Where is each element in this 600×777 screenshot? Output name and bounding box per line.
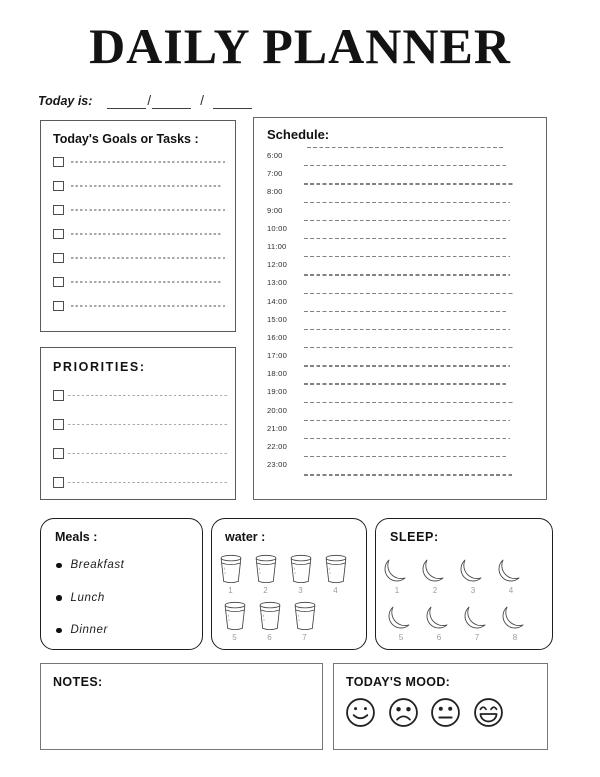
schedule-writing-line[interactable] (304, 256, 510, 257)
moon-number: 7 (474, 633, 480, 642)
schedule-time-label: 19:00 (267, 387, 288, 397)
schedule-time-label: 9:00 (267, 205, 283, 215)
schedule-writing-line[interactable] (304, 274, 510, 275)
schedule-time-label: 13:00 (267, 278, 288, 288)
schedule-time-label: 22:00 (267, 442, 288, 451)
sleep-cell (492, 554, 530, 595)
schedule-rows (254, 147, 546, 474)
schedule-row (254, 183, 546, 201)
schedule-time-label: 17:00 (267, 351, 288, 361)
sleep-moon-icon[interactable] (462, 601, 492, 631)
schedule-row (254, 438, 546, 456)
schedule-row (254, 293, 546, 311)
priorities-title: PRIORITIES: (53, 360, 146, 374)
task-row (53, 270, 225, 294)
schedule-time-label: 8:00 (267, 187, 283, 197)
water-cup-icon[interactable] (323, 554, 349, 584)
priority-writing-line[interactable] (68, 424, 230, 425)
task-checkbox[interactable] (53, 277, 64, 288)
task-writing-line[interactable] (71, 305, 226, 306)
sleep-cell (496, 601, 534, 642)
sleep-moon-icon[interactable] (458, 554, 488, 584)
task-checkbox[interactable] (53, 205, 64, 216)
meal-item (56, 582, 202, 615)
schedule-writing-line[interactable] (304, 420, 510, 421)
moon-number: 5 (398, 633, 404, 642)
water-row (213, 554, 366, 595)
mood-option-happy[interactable] (344, 696, 377, 734)
sleep-row (382, 601, 552, 642)
notes-title: NOTES: (53, 675, 103, 689)
schedule-writing-line[interactable] (304, 383, 507, 384)
schedule-writing-line[interactable] (304, 456, 507, 457)
schedule-writing-line[interactable] (304, 293, 514, 294)
schedule-time-label: 23:00 (267, 460, 288, 470)
schedule-time-label: 6:00 (267, 151, 283, 160)
schedule-title: Schedule: (267, 127, 330, 142)
water-tracker-box (211, 518, 367, 650)
meals-box (40, 518, 203, 650)
task-checkbox[interactable] (53, 157, 64, 168)
schedule-time-label: 21:00 (267, 423, 288, 433)
date-blank-month[interactable] (107, 95, 146, 109)
schedule-row (254, 365, 546, 383)
sleep-row (378, 554, 552, 595)
schedule-writing-line[interactable] (304, 402, 514, 403)
meals-title: Meals : (55, 530, 98, 544)
water-cup-icon[interactable] (218, 554, 244, 584)
page-title: DAILY PLANNER (89, 18, 511, 74)
date-slash: / (200, 93, 204, 108)
priority-writing-line[interactable] (68, 453, 230, 454)
task-writing-line[interactable] (71, 233, 222, 234)
sleep-moon-icon[interactable] (382, 554, 412, 584)
priority-writing-line[interactable] (68, 395, 230, 396)
water-row (217, 601, 366, 642)
task-row (53, 174, 225, 198)
mood-happy-icon[interactable] (344, 696, 377, 729)
schedule-row (254, 347, 546, 365)
schedule-row (254, 147, 546, 165)
mood-option-sad[interactable] (387, 696, 420, 734)
sleep-moon-icon[interactable] (420, 554, 450, 584)
schedule-row (254, 420, 546, 438)
priorities-box (40, 347, 236, 500)
priority-writing-line[interactable] (68, 482, 230, 483)
mood-box (333, 663, 548, 750)
water-cell (318, 554, 353, 595)
schedule-writing-line[interactable] (304, 165, 507, 166)
cup-number: 3 (298, 586, 303, 595)
sleep-moon-icon[interactable] (496, 554, 526, 584)
date-slash: / (147, 93, 152, 108)
moon-number: 6 (436, 633, 442, 642)
sleep-cell (420, 601, 458, 642)
moon-number: 8 (512, 633, 518, 642)
schedule-writing-line[interactable] (304, 365, 510, 366)
schedule-row (254, 311, 546, 329)
task-checkbox[interactable] (53, 253, 64, 264)
schedule-time-label: 15:00 (267, 314, 288, 324)
schedule-row (254, 202, 546, 220)
moon-number: 3 (470, 586, 476, 595)
priority-checkbox[interactable] (53, 477, 64, 488)
meal-item (56, 549, 202, 582)
schedule-row (254, 402, 546, 420)
task-checkbox[interactable] (53, 301, 64, 312)
schedule-writing-line[interactable] (304, 438, 510, 439)
meal-item-label: Breakfast (70, 559, 125, 572)
notes-box (40, 663, 323, 750)
sleep-cell (454, 554, 492, 595)
mood-title: TODAY'S MOOD: (346, 675, 451, 689)
schedule-row (254, 165, 546, 183)
schedule-writing-line[interactable] (304, 238, 507, 239)
bullet-icon (56, 595, 62, 601)
task-checkbox[interactable] (53, 229, 64, 240)
priorities-rows (41, 381, 235, 497)
schedule-writing-line[interactable] (304, 220, 510, 221)
water-tracker-rows (213, 554, 366, 642)
schedule-writing-line[interactable] (307, 147, 504, 148)
cup-number: 5 (232, 633, 237, 642)
schedule-row (254, 256, 546, 274)
sleep-cell (378, 554, 416, 595)
priority-checkbox[interactable] (53, 448, 64, 459)
sleep-moon-icon[interactable] (500, 601, 530, 631)
task-row (53, 198, 225, 222)
task-row (53, 222, 225, 246)
sleep-cell (458, 601, 496, 642)
mood-option-grin[interactable] (472, 696, 505, 734)
priority-row (53, 439, 229, 468)
goals-box (40, 120, 236, 332)
schedule-row (254, 238, 546, 256)
meal-item-label: Dinner (70, 624, 108, 637)
water-cup-icon[interactable] (253, 554, 279, 584)
schedule-time-label: 12:00 (267, 260, 288, 270)
schedule-time-label: 10:00 (267, 223, 288, 233)
sleep-tracker-rows (378, 554, 552, 642)
water-cell (252, 601, 287, 642)
meals-list (56, 549, 202, 647)
water-cup-icon[interactable] (257, 601, 283, 631)
cup-number: 1 (228, 586, 233, 595)
water-cell (217, 601, 252, 642)
cup-number: 7 (302, 633, 307, 642)
mood-neutral-icon[interactable] (429, 696, 462, 729)
mood-sad-icon[interactable] (387, 696, 420, 729)
task-writing-line[interactable] (71, 281, 222, 282)
water-cell (287, 601, 322, 642)
schedule-writing-line[interactable] (304, 202, 510, 203)
water-title: water : (225, 530, 266, 544)
mood-face-row (344, 696, 505, 734)
sleep-cell (416, 554, 454, 595)
meal-item-label: Lunch (70, 591, 105, 604)
task-row (53, 246, 225, 270)
moon-number: 4 (508, 586, 514, 595)
water-cell (283, 554, 318, 595)
schedule-writing-line[interactable] (304, 347, 514, 348)
schedule-writing-line[interactable] (304, 183, 514, 184)
schedule-time-label: 14:00 (267, 296, 288, 306)
schedule-row (254, 274, 546, 292)
schedule-writing-line[interactable] (304, 329, 510, 330)
bullet-icon (56, 563, 62, 569)
water-cup-icon[interactable] (292, 601, 318, 631)
water-cup-icon[interactable] (222, 601, 248, 631)
priority-row (53, 381, 229, 410)
goals-rows (41, 150, 235, 318)
moon-number: 2 (432, 586, 438, 595)
task-row (53, 150, 225, 174)
task-row (53, 294, 225, 318)
cup-number: 6 (267, 633, 272, 642)
water-cell (213, 554, 248, 595)
schedule-row (254, 456, 546, 474)
date-blank-day[interactable] (152, 95, 191, 109)
date-label: Today is: (38, 94, 93, 108)
sleep-moon-icon[interactable] (424, 601, 454, 631)
date-line (38, 92, 252, 109)
bullet-icon (56, 628, 62, 634)
notes-area[interactable] (41, 694, 322, 749)
sleep-title: SLEEP: (390, 530, 439, 544)
date-blank-year[interactable] (213, 95, 252, 109)
priority-row (53, 410, 229, 439)
schedule-time-label: 16:00 (267, 332, 288, 342)
schedule-writing-line[interactable] (304, 474, 512, 475)
schedule-time-label: 20:00 (267, 405, 288, 415)
mood-grin-icon[interactable] (472, 696, 505, 729)
task-writing-line[interactable] (71, 185, 222, 186)
task-writing-line[interactable] (71, 257, 226, 258)
meal-item (56, 614, 202, 647)
priority-checkbox[interactable] (53, 390, 64, 401)
mood-option-neutral[interactable] (429, 696, 462, 734)
schedule-box (253, 117, 547, 500)
water-cup-icon[interactable] (288, 554, 314, 584)
schedule-row (254, 383, 546, 401)
sleep-moon-icon[interactable] (386, 601, 416, 631)
moon-number: 1 (394, 586, 400, 595)
goals-title: Today's Goals or Tasks : (53, 132, 199, 146)
task-writing-line[interactable] (71, 209, 226, 210)
schedule-writing-line[interactable] (304, 311, 507, 312)
sleep-tracker-box (375, 518, 553, 650)
schedule-row (254, 329, 546, 347)
priority-row (53, 468, 229, 497)
cup-number: 4 (333, 586, 338, 595)
schedule-time-label: 11:00 (267, 241, 287, 251)
schedule-time-label: 7:00 (267, 169, 283, 179)
sleep-cell (382, 601, 420, 642)
cup-number: 2 (263, 586, 268, 595)
task-writing-line[interactable] (71, 161, 226, 162)
priority-checkbox[interactable] (53, 419, 64, 430)
task-checkbox[interactable] (53, 181, 64, 192)
schedule-time-label: 18:00 (267, 369, 288, 379)
schedule-row (254, 220, 546, 238)
water-cell (248, 554, 283, 595)
